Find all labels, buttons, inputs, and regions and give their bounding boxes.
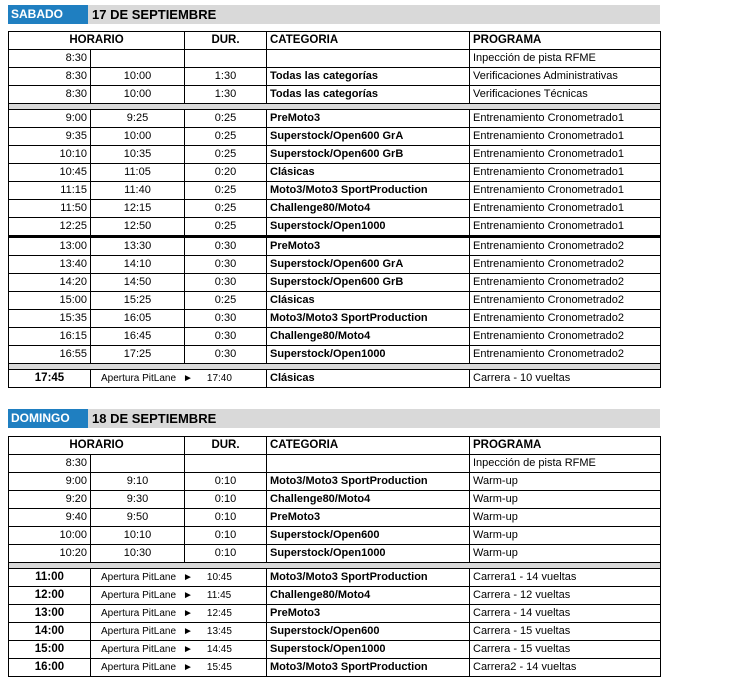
- category: Clásicas: [267, 370, 470, 388]
- arrow-right-icon: ►: [183, 608, 193, 619]
- duration: 0:30: [185, 237, 267, 256]
- end-time: 9:25: [91, 110, 185, 128]
- program: Carrera - 14 vueltas: [470, 605, 661, 623]
- program: Verificaciones Técnicas: [470, 86, 661, 104]
- end-time: 11:40: [91, 182, 185, 200]
- end-time: 15:25: [91, 292, 185, 310]
- duration: 0:10: [185, 527, 267, 545]
- end-time: 17:25: [91, 346, 185, 364]
- start-time: 9:20: [9, 491, 91, 509]
- race-start-time: 11:00: [9, 569, 91, 587]
- duration: 0:30: [185, 274, 267, 292]
- end-time: 13:30: [91, 237, 185, 256]
- race-row: [9, 641, 661, 659]
- table-row: [9, 346, 661, 364]
- day-label: SABADO: [8, 5, 88, 24]
- table-row: [9, 491, 661, 509]
- duration: 1:30: [185, 68, 267, 86]
- day-header-domingo: [8, 409, 660, 428]
- duration: 0:30: [185, 328, 267, 346]
- end-time: 12:50: [91, 218, 185, 237]
- category: Challenge80/Moto4: [267, 491, 470, 509]
- race-row: [9, 605, 661, 623]
- start-time: 13:00: [9, 237, 91, 256]
- table-row: [9, 86, 661, 104]
- race-start-time: 17:45: [9, 370, 91, 388]
- category: PreMoto3: [267, 110, 470, 128]
- pitlane-label: Apertura PitLane: [101, 644, 177, 655]
- category: PreMoto3: [267, 509, 470, 527]
- start-time: 9:00: [9, 110, 91, 128]
- header-horario: HORARIO: [9, 437, 185, 455]
- end-time: 10:00: [91, 86, 185, 104]
- table-row: [9, 455, 661, 473]
- pitlane-cell: [91, 641, 267, 659]
- race-row: [9, 569, 661, 587]
- pitlane-label: Apertura PitLane: [101, 590, 177, 601]
- end-time: 14:50: [91, 274, 185, 292]
- category: Superstock/Open1000: [267, 641, 470, 659]
- duration: [185, 50, 267, 68]
- table-row: [9, 200, 661, 218]
- category: Todas las categorías: [267, 86, 470, 104]
- table-row: [9, 527, 661, 545]
- table-row: [9, 68, 661, 86]
- category: Superstock/Open600 GrA: [267, 128, 470, 146]
- pitlane-label: Apertura PitLane: [101, 373, 177, 384]
- category: Challenge80/Moto4: [267, 200, 470, 218]
- race-start-time: 16:00: [9, 659, 91, 677]
- pitlane-label: Apertura PitLane: [101, 608, 177, 619]
- end-time: 9:30: [91, 491, 185, 509]
- header-categoria: CATEGORIA: [267, 437, 470, 455]
- category: PreMoto3: [267, 237, 470, 256]
- program: Carrera - 12 vueltas: [470, 587, 661, 605]
- program: Carrera - 15 vueltas: [470, 623, 661, 641]
- header-categoria: CATEGORIA: [267, 32, 470, 50]
- program: Warm-up: [470, 473, 661, 491]
- category: Moto3/Moto3 SportProduction: [267, 473, 470, 491]
- pitlane-time: 11:45: [206, 590, 232, 601]
- end-time: 9:50: [91, 509, 185, 527]
- program: Warm-up: [470, 545, 661, 563]
- program: Entrenamiento Cronometrado1: [470, 182, 661, 200]
- start-time: 9:00: [9, 473, 91, 491]
- table-row: [9, 146, 661, 164]
- program: Entrenamiento Cronometrado1: [470, 128, 661, 146]
- header-dur: DUR.: [185, 437, 267, 455]
- duration: 0:25: [185, 146, 267, 164]
- end-time: 12:15: [91, 200, 185, 218]
- start-time: 8:30: [9, 455, 91, 473]
- start-time: 11:50: [9, 200, 91, 218]
- program: Entrenamiento Cronometrado2: [470, 328, 661, 346]
- end-time: 9:10: [91, 473, 185, 491]
- category: Superstock/Open600: [267, 623, 470, 641]
- duration: 0:25: [185, 200, 267, 218]
- pitlane-cell: [91, 569, 267, 587]
- header-dur: DUR.: [185, 32, 267, 50]
- duration: 0:25: [185, 218, 267, 237]
- program: Entrenamiento Cronometrado1: [470, 200, 661, 218]
- program: Entrenamiento Cronometrado2: [470, 256, 661, 274]
- pitlane-time: 13:45: [206, 626, 232, 637]
- start-time: 10:45: [9, 164, 91, 182]
- day-date: 17 DE SEPTIEMBRE: [92, 7, 217, 22]
- arrow-right-icon: ►: [183, 662, 193, 673]
- race-start-time: 13:00: [9, 605, 91, 623]
- table-row: [9, 545, 661, 563]
- program: Inpección de pista RFME: [470, 455, 661, 473]
- pitlane-time: 10:45: [206, 572, 232, 583]
- header-horario: HORARIO: [9, 32, 185, 50]
- program: Entrenamiento Cronometrado1: [470, 218, 661, 237]
- duration: [185, 455, 267, 473]
- table-row: [9, 292, 661, 310]
- program: Inpección de pista RFME: [470, 50, 661, 68]
- end-time: 10:35: [91, 146, 185, 164]
- start-time: 10:20: [9, 545, 91, 563]
- end-time: 10:00: [91, 68, 185, 86]
- pitlane-cell: [91, 605, 267, 623]
- race-start-time: 15:00: [9, 641, 91, 659]
- race-row: [9, 370, 661, 388]
- program: Entrenamiento Cronometrado2: [470, 346, 661, 364]
- table-row: [9, 473, 661, 491]
- start-time: 16:55: [9, 346, 91, 364]
- table-row: [9, 256, 661, 274]
- duration: 0:25: [185, 110, 267, 128]
- category: Moto3/Moto3 SportProduction: [267, 182, 470, 200]
- category: Clásicas: [267, 164, 470, 182]
- start-time: 14:20: [9, 274, 91, 292]
- end-time: 10:10: [91, 527, 185, 545]
- start-time: 16:15: [9, 328, 91, 346]
- pitlane-label: Apertura PitLane: [101, 572, 177, 583]
- start-time: 8:30: [9, 86, 91, 104]
- start-time: 9:40: [9, 509, 91, 527]
- duration: 0:30: [185, 346, 267, 364]
- category: Superstock/Open600 GrA: [267, 256, 470, 274]
- end-time: 10:30: [91, 545, 185, 563]
- duration: 0:10: [185, 473, 267, 491]
- pitlane-time: 17:40: [206, 373, 232, 384]
- end-time: 10:00: [91, 128, 185, 146]
- duration: 0:25: [185, 128, 267, 146]
- category: Superstock/Open1000: [267, 545, 470, 563]
- program: Warm-up: [470, 527, 661, 545]
- arrow-right-icon: ►: [183, 572, 193, 583]
- category: Todas las categorías: [267, 68, 470, 86]
- pitlane-time: 12:45: [206, 608, 232, 619]
- category: Moto3/Moto3 SportProduction: [267, 659, 470, 677]
- category: Superstock/Open1000: [267, 218, 470, 237]
- duration: 0:25: [185, 292, 267, 310]
- duration: 0:30: [185, 256, 267, 274]
- table-row: [9, 310, 661, 328]
- program: Entrenamiento Cronometrado1: [470, 164, 661, 182]
- table-row: [9, 237, 661, 256]
- program: Entrenamiento Cronometrado1: [470, 146, 661, 164]
- start-time: 15:00: [9, 292, 91, 310]
- table-row: [9, 328, 661, 346]
- arrow-right-icon: ►: [183, 590, 193, 601]
- start-time: 10:10: [9, 146, 91, 164]
- table-row: [9, 274, 661, 292]
- pitlane-cell: [91, 370, 267, 388]
- arrow-right-icon: ►: [183, 373, 193, 384]
- race-start-time: 14:00: [9, 623, 91, 641]
- duration: 0:25: [185, 182, 267, 200]
- end-time: [91, 455, 185, 473]
- duration: 0:10: [185, 545, 267, 563]
- program: Warm-up: [470, 491, 661, 509]
- header-programa: PROGRAMA: [470, 32, 661, 50]
- program: Carrera1 - 14 vueltas: [470, 569, 661, 587]
- program: Entrenamiento Cronometrado2: [470, 292, 661, 310]
- day-label: DOMINGO: [8, 409, 88, 428]
- start-time: 8:30: [9, 68, 91, 86]
- start-time: 11:15: [9, 182, 91, 200]
- table-row: [9, 218, 661, 237]
- pitlane-cell: [91, 587, 267, 605]
- program: Verificaciones Administrativas: [470, 68, 661, 86]
- pitlane-cell: [91, 623, 267, 641]
- start-time: 13:40: [9, 256, 91, 274]
- program: Entrenamiento Cronometrado2: [470, 237, 661, 256]
- program: Entrenamiento Cronometrado2: [470, 274, 661, 292]
- start-time: 9:35: [9, 128, 91, 146]
- program: Warm-up: [470, 509, 661, 527]
- program: Carrera - 10 vueltas: [470, 370, 661, 388]
- program: Carrera - 15 vueltas: [470, 641, 661, 659]
- race-row: [9, 623, 661, 641]
- table-row: [9, 50, 661, 68]
- start-time: 8:30: [9, 50, 91, 68]
- table-row: [9, 110, 661, 128]
- table-row: [9, 509, 661, 527]
- schedule-table-sabado: [8, 31, 661, 388]
- category: Moto3/Moto3 SportProduction: [267, 569, 470, 587]
- category: Clásicas: [267, 292, 470, 310]
- category: Superstock/Open600 GrB: [267, 146, 470, 164]
- program: Entrenamiento Cronometrado1: [470, 110, 661, 128]
- category: Challenge80/Moto4: [267, 328, 470, 346]
- table-row: [9, 164, 661, 182]
- duration: 0:20: [185, 164, 267, 182]
- category: Superstock/Open600 GrB: [267, 274, 470, 292]
- category: Superstock/Open1000: [267, 346, 470, 364]
- end-time: 16:45: [91, 328, 185, 346]
- end-time: 16:05: [91, 310, 185, 328]
- end-time: 11:05: [91, 164, 185, 182]
- header-programa: PROGRAMA: [470, 437, 661, 455]
- pitlane-label: Apertura PitLane: [101, 626, 177, 637]
- category: Challenge80/Moto4: [267, 587, 470, 605]
- start-time: 10:00: [9, 527, 91, 545]
- schedule-table-domingo: [8, 436, 661, 677]
- duration: 0:10: [185, 491, 267, 509]
- day-header-sabado: [8, 5, 660, 24]
- pitlane-time: 15:45: [206, 662, 232, 673]
- start-time: 15:35: [9, 310, 91, 328]
- category: [267, 50, 470, 68]
- pitlane-time: 14:45: [206, 644, 232, 655]
- race-start-time: 12:00: [9, 587, 91, 605]
- program: Carrera2 - 14 vueltas: [470, 659, 661, 677]
- category: Moto3/Moto3 SportProduction: [267, 310, 470, 328]
- race-row: [9, 659, 661, 677]
- day-date: 18 DE SEPTIEMBRE: [92, 411, 217, 426]
- duration: 0:30: [185, 310, 267, 328]
- category: PreMoto3: [267, 605, 470, 623]
- start-time: 12:25: [9, 218, 91, 237]
- race-row: [9, 587, 661, 605]
- table-header-row: [9, 437, 661, 455]
- program: Entrenamiento Cronometrado2: [470, 310, 661, 328]
- pitlane-cell: [91, 659, 267, 677]
- table-row: [9, 182, 661, 200]
- pitlane-label: Apertura PitLane: [101, 662, 177, 673]
- duration: 1:30: [185, 86, 267, 104]
- table-header-row: [9, 32, 661, 50]
- category: [267, 455, 470, 473]
- category: Superstock/Open600: [267, 527, 470, 545]
- end-time: [91, 50, 185, 68]
- arrow-right-icon: ►: [183, 626, 193, 637]
- table-row: [9, 128, 661, 146]
- arrow-right-icon: ►: [183, 644, 193, 655]
- end-time: 14:10: [91, 256, 185, 274]
- duration: 0:10: [185, 509, 267, 527]
